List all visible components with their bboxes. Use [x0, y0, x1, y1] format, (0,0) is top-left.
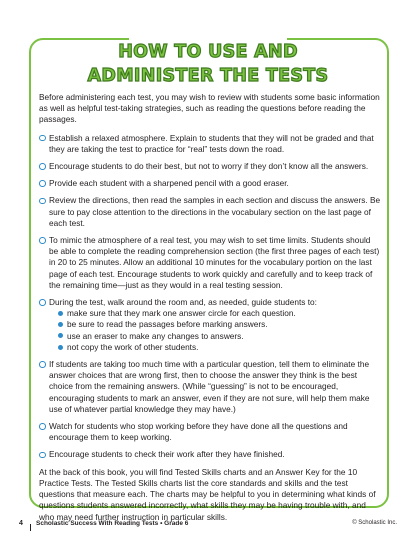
bullet-icon [39, 361, 46, 368]
title-line-1: HOW TO USE AND [118, 42, 298, 62]
sub-list-item: not copy the work of other students. [58, 342, 381, 353]
sub-bullet-icon [58, 322, 63, 327]
list-item: Watch for students who stop working before they have done all the questions and encourage them to keep working. [39, 421, 381, 443]
sub-bullet-icon [58, 333, 63, 338]
bullet-icon [39, 163, 46, 170]
sub-list-item: make sure that they mark one answer circle for each question. [58, 308, 381, 319]
title-line-2: ADMINISTER THE TESTS [87, 66, 329, 86]
bullet-icon [39, 198, 46, 205]
book-title: Scholastic Success With Reading Tests • Grade 6 [36, 520, 189, 527]
page-title [0, 40, 416, 88]
page-footer [0, 519, 416, 539]
list-item: Provide each student with a sharpened pencil with a good eraser. [39, 178, 381, 189]
sub-list-item: use an eraser to make any changes to answers. [58, 331, 381, 342]
sub-list-item: be sure to read the passages before marking answers. [58, 319, 381, 330]
list-item: If students are taking too much time with a particular question, tell them to eliminate the answer choices that are wrong first, then to choose the answer they think is the best choice from the remaining answers. (While “guessing” is not to be encouraged, encouraging students to mark an answer, even if they are not sure, will help them make use of whatever partial knowledge they may have.) [39, 359, 381, 415]
bullet-icon [39, 299, 46, 306]
bullet-icon [39, 423, 46, 430]
list-item: Review the directions, then read the samples in each section and discuss the answers. Be sure to pay close attention to the directions in the vocabulary section on the last page of each test. [39, 195, 381, 229]
closing-paragraph: At the back of this book, you will find Tested Skills charts and an Answer Key for the 10 Practice Tests. The Tested Skills charts list the core standards and skills and the test questions that measure each. The charts may be helpful to you in determining what kinds of questions students answered incorrectly, what skills they may be having trouble with, and who may need further instruction in particular skills. [39, 466, 376, 522]
list-item: Encourage students to check their work after they have finished. [39, 449, 381, 460]
page-number: 4 [19, 520, 23, 527]
list-item: To mimic the atmosphere of a real test, you may wish to set time limits. Students should be able to complete the reading comprehension section (the first three pages of each test) in 20 to 25 minutes. Allow an additional 10 minutes for the vocabulary portion on the last page of each test. Encourage students to work quickly and carefully and to keep track of the remaining time—just as they would in a real testing session. [39, 235, 381, 291]
footer-divider [30, 524, 31, 531]
instructions-body [39, 92, 381, 530]
copyright: © Scholastic Inc. [352, 520, 397, 526]
bullet-icon [39, 237, 46, 244]
intro-paragraph: Before administering each test, you may wish to review with students some basic information as well as helpful test-taking strategies, such as reading the questions before reading the passages. [39, 92, 380, 125]
list-item: Encourage students to do their best, but not to worry if they don’t know all the answers. [39, 161, 381, 172]
bullet-icon [39, 180, 46, 187]
sub-bullet-icon [58, 345, 63, 350]
list-item: During the test, walk around the room and, as needed, guide students to: make sure that they mark one answer circle for each question. be sure to read the passages before marking answers. use an eraser to make any changes to answers. not copy the work of other students. [39, 297, 381, 353]
sub-bullet-icon [58, 311, 63, 316]
bullet-icon [39, 452, 46, 459]
bullet-icon [39, 135, 46, 142]
list-item: Establish a relaxed atmosphere. Explain to students that they will not be graded and that they are taking the test to practice for “real” tests down the road. [39, 133, 381, 155]
